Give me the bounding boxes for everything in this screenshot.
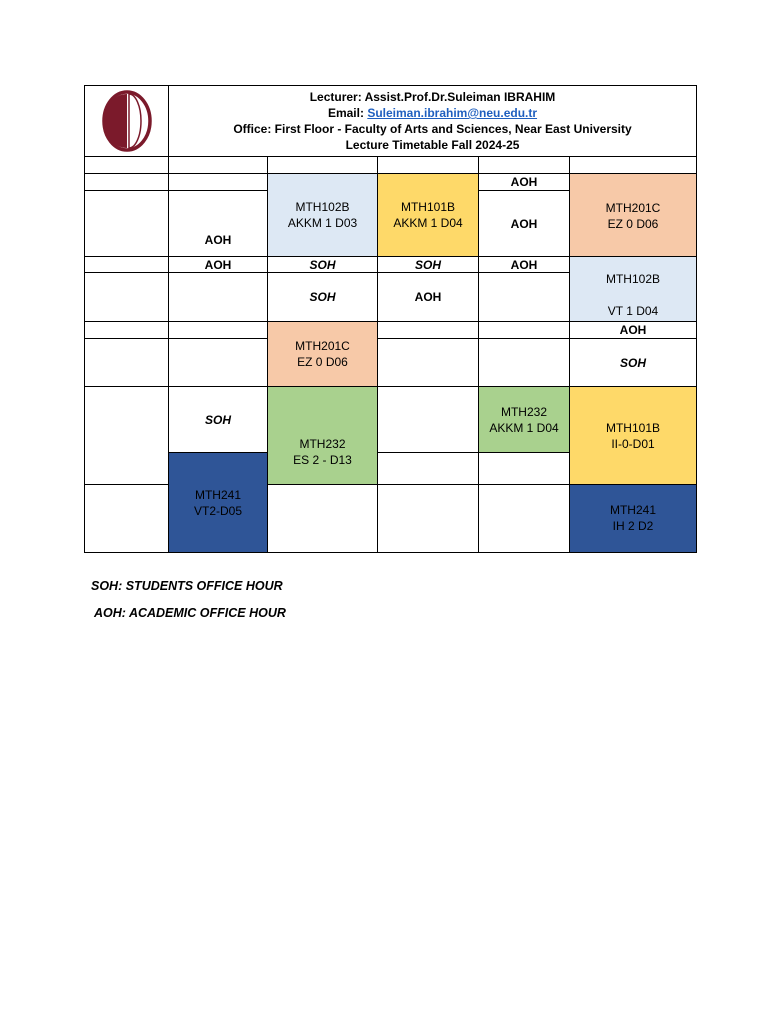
course-code: MTH101B [400,200,456,214]
empty-cell [84,256,169,273]
class-mth102b [267,173,378,257]
empty-cell [377,386,479,453]
class-mth101b [377,173,479,257]
aoh-cell: AOH [478,256,570,273]
soh-cell: SOH [267,272,378,322]
empty-cell [478,484,570,553]
empty-cell [84,386,169,485]
soh-cell: SOH [267,256,378,273]
empty-cell [478,272,570,322]
empty-cell [377,338,479,387]
university-logo-icon [100,88,154,154]
empty-cell [84,338,169,387]
empty-cell [84,272,169,322]
course-room: AKKM 1 D03 [287,216,358,230]
soh-cell: SOH [569,338,697,387]
empty-cell [478,321,570,339]
empty-cell [168,338,268,387]
empty-cell [84,190,169,257]
course-room: VT 1 D04 [607,304,659,318]
empty-cell [84,173,169,191]
course-code: MTH102B [295,200,350,214]
soh-cell: SOH [168,386,268,453]
course-code: MTH102B [605,272,661,286]
class-mth232 [267,386,378,485]
course-room: AKKM 1 D04 [489,420,559,435]
course-code: MTH201C [295,339,350,353]
empty-cell [377,452,479,485]
timetable-title: Lecture Timetable Fall 2024-25 [345,138,520,152]
course-code: MTH232 [299,437,346,451]
course-room: II-0-D01 [611,436,655,451]
class-mth241 [168,452,268,553]
course-room: AKKM 1 D04 [393,216,463,230]
empty-cell [478,156,570,174]
aoh-cell: AOH [478,190,570,257]
aoh-cell: AOH [478,173,570,191]
legend-soh: SOH: STUDENTS OFFICE HOUR [91,579,283,593]
empty-cell [569,156,697,174]
legend-aoh: AOH: ACADEMIC OFFICE HOUR [94,606,286,620]
aoh-cell: AOH [569,321,697,339]
empty-cell [478,338,570,387]
aoh-cell: AOH [377,272,479,322]
course-code: MTH232 [500,404,547,419]
email-line [328,105,537,121]
empty-cell [168,272,268,322]
empty-cell [168,321,268,339]
course-room: EZ 0 D06 [297,355,348,369]
empty-cell [84,321,169,339]
course-room: VT2-D05 [193,503,243,518]
class-mth241 [569,484,697,553]
course-code: MTH101B [605,420,661,435]
empty-cell [377,156,479,174]
class-mth201c [569,173,697,257]
course-room: EZ 0 D06 [607,217,659,231]
course-room: ES 2 - D13 [293,453,352,467]
email-label: Email: [327,106,368,120]
aoh-cell: AOH [168,256,268,273]
course-room: IH 2 D2 [612,519,654,533]
empty-cell [84,156,169,174]
empty-cell [478,452,570,485]
course-code: MTH241 [609,503,656,517]
lecturer-line: Lecturer: Assist.Prof.Dr.Suleiman IBRAHIM [309,90,556,104]
timetable [84,85,697,553]
class-mth102b [569,256,697,322]
empty-cell [267,484,378,553]
empty-cell [168,156,268,174]
logo-cell [84,85,169,157]
empty-cell [168,173,268,191]
office-line: Office: First Floor - Faculty of Arts and Sciences, Near East University [233,122,632,136]
class-mth201c [267,321,378,387]
empty-cell [84,484,169,553]
soh-cell: SOH [377,256,479,273]
aoh-cell: AOH [168,190,268,257]
empty-cell [377,321,479,339]
header-info [168,85,697,157]
email-link[interactable]: Suleiman.ibrahim@neu.edu.tr [367,106,538,120]
empty-cell [377,484,479,553]
course-code: MTH241 [194,487,241,502]
empty-cell [267,156,378,174]
course-code: MTH201C [605,201,661,215]
class-mth101b [569,386,697,485]
class-mth232 [478,386,570,453]
